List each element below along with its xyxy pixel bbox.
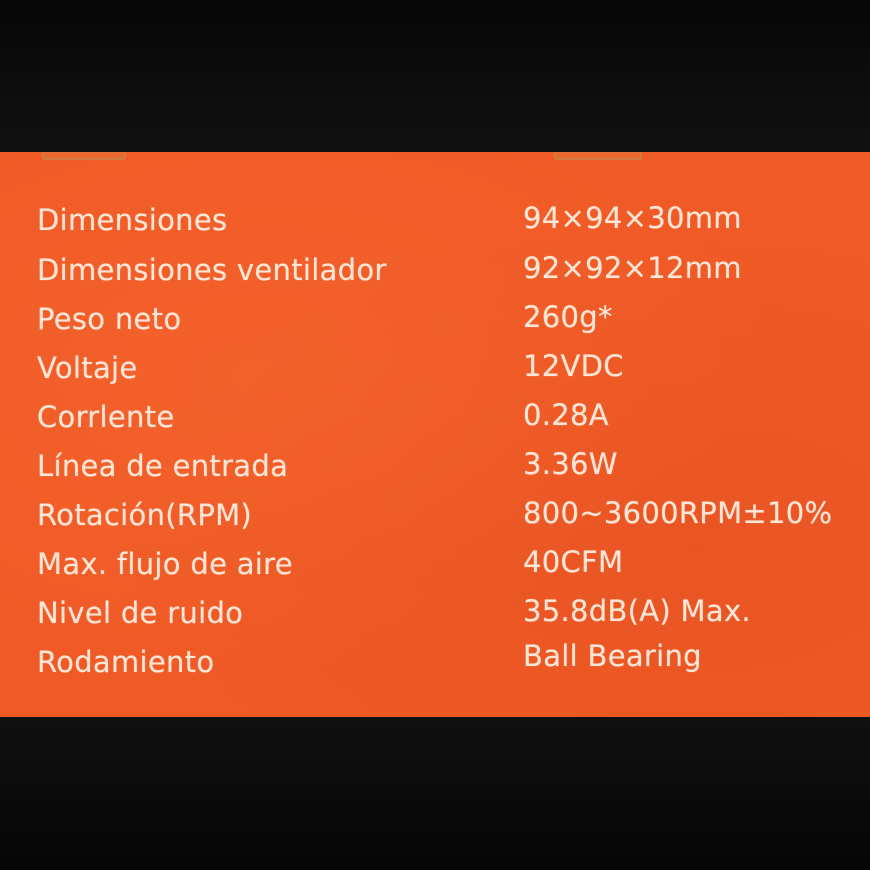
spec-label: Nivel de ruido [37,596,244,630]
spec-label: Rotación(RPM) [37,498,253,532]
spec-label: Dimensiones ventilador [37,253,387,287]
spec-value: 94×94×30mm [523,201,742,235]
spec-row-rotation [0,495,870,539]
spec-value: 0.28A [523,398,609,432]
spec-value: 35.8dB(A) Max. [523,594,751,628]
spec-row-noise [0,593,870,637]
spec-row-current [0,397,870,441]
spec-row-input-power [0,446,870,490]
panel-tab-left [42,152,126,160]
spec-label: Dimensiones [37,203,228,237]
dark-top-area [0,0,870,152]
spec-row-dimensions [0,200,870,244]
spec-row-fan-dimensions [0,250,870,294]
spec-value: 800~3600RPM±10% [523,496,833,530]
spec-row-airflow [0,544,870,588]
spec-value: Ball Bearing [523,639,702,673]
spec-value: 92×92×12mm [523,251,742,285]
spec-value: 3.36W [523,447,618,481]
spec-row-net-weight [0,299,870,343]
dark-bottom-area [0,717,870,870]
spec-label: Rodamiento [37,645,215,679]
spec-label: Voltaje [37,351,138,385]
spec-row-voltage [0,348,870,392]
spec-value: 40CFM [523,545,624,579]
spec-value: 260g* [523,300,613,334]
spec-label: Peso neto [37,302,182,336]
spec-label: Max. flujo de aire [37,547,293,581]
spec-label: Línea de entrada [37,449,289,483]
spec-label: Corrlente [37,400,175,434]
panel-tab-right [554,152,642,160]
spec-row-bearing [0,639,870,686]
spec-value: 12VDC [523,349,624,383]
